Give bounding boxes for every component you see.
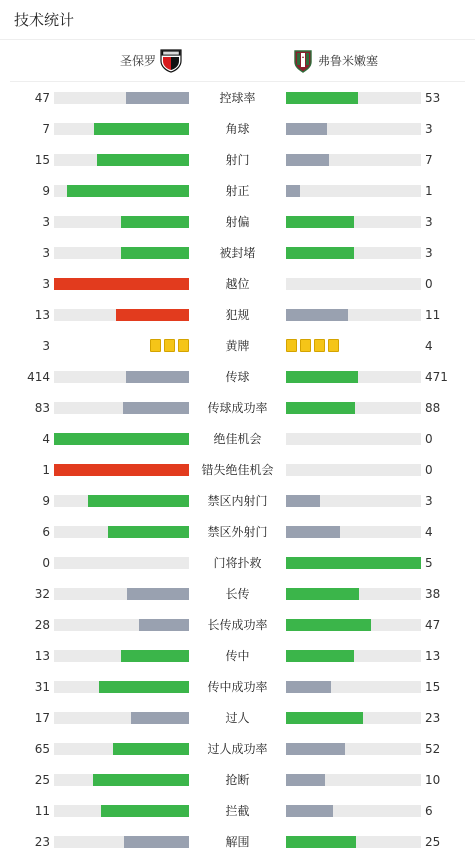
away-bar-fill — [286, 371, 358, 383]
away-bar-fill — [286, 681, 331, 693]
home-value: 31 — [34, 680, 50, 694]
stat-row — [0, 671, 475, 702]
home-bar-track — [54, 743, 189, 755]
home-bar-fill — [121, 247, 189, 259]
away-value: 13 — [425, 649, 441, 663]
away-bar-fill — [286, 712, 363, 724]
home-bar-fill — [67, 185, 189, 197]
stat-row — [0, 609, 475, 640]
stats-list — [0, 82, 475, 857]
stat-row — [0, 268, 475, 299]
away-bar-fill — [286, 805, 333, 817]
stat-label: 黄牌 — [225, 339, 250, 353]
away-bar-track — [286, 681, 421, 693]
away-value: 0 — [425, 277, 433, 291]
away-value: 1 — [425, 184, 433, 198]
stat-label: 抢断 — [225, 773, 250, 787]
home-bar-track — [54, 557, 189, 569]
home-bar-track — [54, 154, 189, 166]
stat-label: 长传成功率 — [207, 618, 268, 632]
away-value: 3 — [425, 122, 433, 136]
away-value: 0 — [425, 463, 433, 477]
home-value: 15 — [34, 153, 50, 167]
away-bar-fill — [286, 402, 355, 414]
home-bar-track — [54, 278, 189, 290]
home-bar-track — [54, 836, 189, 848]
home-bar-track — [54, 216, 189, 228]
away-value: 25 — [425, 835, 441, 849]
home-value: 28 — [34, 618, 50, 632]
home-value: 11 — [34, 804, 50, 818]
stat-label: 控球率 — [219, 91, 256, 105]
stat-row — [0, 733, 475, 764]
away-bar-track — [286, 805, 421, 817]
stat-row — [0, 826, 475, 857]
away-bar-track — [286, 588, 421, 600]
home-bar-track — [54, 619, 189, 631]
away-bar-track — [286, 464, 421, 476]
home-bar-fill — [101, 805, 189, 817]
stat-row — [0, 516, 475, 547]
away-bar-fill — [286, 557, 421, 569]
home-bar-track — [54, 805, 189, 817]
away-bar-fill — [286, 216, 354, 228]
home-bar-fill — [94, 123, 189, 135]
away-bar-fill — [286, 309, 348, 321]
home-bar-fill — [121, 216, 189, 228]
home-yellow-cards — [150, 339, 189, 352]
home-bar-fill — [54, 433, 189, 445]
away-value: 10 — [425, 773, 441, 787]
yellow-card-icon — [328, 339, 339, 352]
stat-row — [0, 640, 475, 671]
yellow-card-icon — [164, 339, 175, 352]
stat-row — [0, 454, 475, 485]
stat-row — [0, 702, 475, 733]
stat-row — [0, 299, 475, 330]
stat-row — [0, 82, 475, 113]
home-value: 3 — [42, 277, 50, 291]
home-bar-fill — [131, 712, 189, 724]
home-bar-track — [54, 526, 189, 538]
stat-row — [0, 423, 475, 454]
away-value: 7 — [425, 153, 433, 167]
away-value: 6 — [425, 804, 433, 818]
home-team-crest-icon — [160, 49, 182, 73]
stat-label: 传中成功率 — [207, 680, 268, 694]
away-value: 4 — [425, 339, 433, 353]
stat-label: 角球 — [225, 122, 250, 136]
stat-label: 拦截 — [225, 804, 250, 818]
stat-label: 禁区内射门 — [207, 494, 268, 508]
away-bar-track — [286, 247, 421, 259]
away-bar-fill — [286, 526, 340, 538]
stat-label: 过人成功率 — [207, 742, 268, 756]
home-bar-fill — [88, 495, 189, 507]
away-bar-fill — [286, 185, 300, 197]
away-value: 88 — [425, 401, 441, 415]
stat-label: 犯规 — [225, 308, 250, 322]
away-bar-track — [286, 650, 421, 662]
home-bar-fill — [139, 619, 189, 631]
home-value: 83 — [34, 401, 50, 415]
yellow-card-icon — [286, 339, 297, 352]
away-value: 4 — [425, 525, 433, 539]
home-bar-fill — [127, 588, 189, 600]
away-bar-fill — [286, 836, 356, 848]
home-value: 4 — [42, 432, 50, 446]
away-team[interactable] — [292, 40, 378, 81]
away-value: 52 — [425, 742, 441, 756]
home-value: 13 — [34, 308, 50, 322]
stat-row — [0, 485, 475, 516]
yellow-card-icon — [178, 339, 189, 352]
home-bar-track — [54, 123, 189, 135]
home-bar-track — [54, 681, 189, 693]
page-title: 技术统计 — [14, 11, 75, 29]
stat-label: 禁区外射门 — [207, 525, 268, 539]
yellow-card-icon — [300, 339, 311, 352]
home-value: 23 — [34, 835, 50, 849]
stat-row — [0, 330, 475, 361]
away-value: 3 — [425, 494, 433, 508]
home-bar-track — [54, 185, 189, 197]
away-bar-track — [286, 526, 421, 538]
home-bar-fill — [126, 92, 189, 104]
away-yellow-cards — [286, 339, 339, 352]
stat-row — [0, 392, 475, 423]
stat-label: 错失绝佳机会 — [201, 463, 274, 477]
stat-row — [0, 206, 475, 237]
away-bar-track — [286, 836, 421, 848]
home-value: 3 — [42, 215, 50, 229]
stat-row — [0, 144, 475, 175]
away-bar-track — [286, 712, 421, 724]
away-bar-fill — [286, 743, 345, 755]
away-value: 471 — [425, 370, 448, 384]
away-bar-fill — [286, 247, 354, 259]
stat-label: 射门 — [225, 153, 250, 167]
home-bar-track — [54, 402, 189, 414]
stat-label: 传球成功率 — [207, 401, 268, 415]
home-bar-track — [54, 774, 189, 786]
home-value: 65 — [34, 742, 50, 756]
home-bar-fill — [108, 526, 189, 538]
home-team[interactable] — [120, 40, 182, 81]
away-value: 38 — [425, 587, 441, 601]
away-bar-fill — [286, 154, 329, 166]
away-value: 15 — [425, 680, 441, 694]
home-bar-track — [54, 588, 189, 600]
home-value: 414 — [27, 370, 50, 384]
home-value: 47 — [34, 91, 50, 105]
away-value: 47 — [425, 618, 441, 632]
home-value: 3 — [42, 339, 50, 353]
section-header — [0, 0, 475, 40]
home-value: 17 — [34, 711, 50, 725]
away-team-crest-icon — [292, 49, 314, 73]
home-bar-fill — [123, 402, 189, 414]
away-value: 11 — [425, 308, 441, 322]
home-bar-fill — [99, 681, 189, 693]
yellow-card-icon — [150, 339, 161, 352]
away-bar-track — [286, 557, 421, 569]
away-bar-track — [286, 402, 421, 414]
home-value: 9 — [42, 184, 50, 198]
away-value: 5 — [425, 556, 433, 570]
stat-label: 长传 — [225, 587, 250, 601]
home-bar-fill — [54, 464, 189, 476]
stat-row — [0, 547, 475, 578]
stat-label: 射正 — [225, 184, 250, 198]
away-bar-fill — [286, 92, 358, 104]
stat-row — [0, 113, 475, 144]
yellow-card-icon — [314, 339, 325, 352]
away-bar-fill — [286, 495, 320, 507]
home-bar-track — [54, 371, 189, 383]
away-bar-fill — [286, 588, 359, 600]
home-bar-track — [54, 92, 189, 104]
home-value: 6 — [42, 525, 50, 539]
away-bar-fill — [286, 123, 327, 135]
home-bar-fill — [113, 743, 189, 755]
stat-row — [0, 361, 475, 392]
away-bar-track — [286, 185, 421, 197]
away-value: 3 — [425, 246, 433, 260]
home-value: 0 — [42, 556, 50, 570]
stat-label: 越位 — [225, 277, 250, 291]
home-value: 3 — [42, 246, 50, 260]
away-bar-track — [286, 433, 421, 445]
away-value: 53 — [425, 91, 441, 105]
away-bar-fill — [286, 650, 354, 662]
away-bar-track — [286, 495, 421, 507]
away-bar-track — [286, 619, 421, 631]
away-bar-track — [286, 371, 421, 383]
away-value: 23 — [425, 711, 441, 725]
home-value: 7 — [42, 122, 50, 136]
stat-label: 传中 — [225, 649, 250, 663]
home-bar-track — [54, 650, 189, 662]
home-bar-track — [54, 712, 189, 724]
home-bar-track — [54, 464, 189, 476]
stat-label: 传球 — [225, 370, 250, 384]
home-value: 1 — [42, 463, 50, 477]
home-value: 9 — [42, 494, 50, 508]
home-bar-fill — [54, 278, 189, 290]
stat-label: 门将扑救 — [213, 556, 262, 570]
stat-row — [0, 237, 475, 268]
home-team-name: 圣保罗 — [119, 54, 156, 68]
home-bar-track — [54, 247, 189, 259]
away-bar-track — [286, 774, 421, 786]
home-bar-fill — [97, 154, 189, 166]
stat-row — [0, 764, 475, 795]
home-bar-fill — [121, 650, 189, 662]
away-bar-track — [286, 92, 421, 104]
away-bar-track — [286, 278, 421, 290]
away-bar-track — [286, 123, 421, 135]
teams-header — [10, 40, 465, 82]
home-value: 32 — [34, 587, 50, 601]
home-value: 25 — [34, 773, 50, 787]
away-bar-fill — [286, 774, 325, 786]
away-bar-track — [286, 216, 421, 228]
away-bar-track — [286, 309, 421, 321]
away-bar-track — [286, 154, 421, 166]
stat-label: 解围 — [225, 835, 250, 849]
stat-label: 绝佳机会 — [213, 432, 262, 446]
stat-label: 射偏 — [225, 215, 250, 229]
away-bar-track — [286, 743, 421, 755]
away-value: 3 — [425, 215, 433, 229]
home-bar-track — [54, 309, 189, 321]
home-bar-fill — [116, 309, 189, 321]
home-value: 13 — [34, 649, 50, 663]
home-bar-fill — [93, 774, 189, 786]
home-bar-track — [54, 433, 189, 445]
stat-row — [0, 578, 475, 609]
stat-label: 过人 — [225, 711, 250, 725]
stat-row — [0, 175, 475, 206]
away-bar-fill — [286, 619, 371, 631]
away-team-name: 弗鲁米嫩塞 — [318, 54, 379, 68]
home-bar-fill — [126, 371, 189, 383]
stat-label: 被封堵 — [219, 246, 256, 260]
stat-row — [0, 795, 475, 826]
away-value: 0 — [425, 432, 433, 446]
home-bar-track — [54, 495, 189, 507]
home-bar-fill — [124, 836, 189, 848]
